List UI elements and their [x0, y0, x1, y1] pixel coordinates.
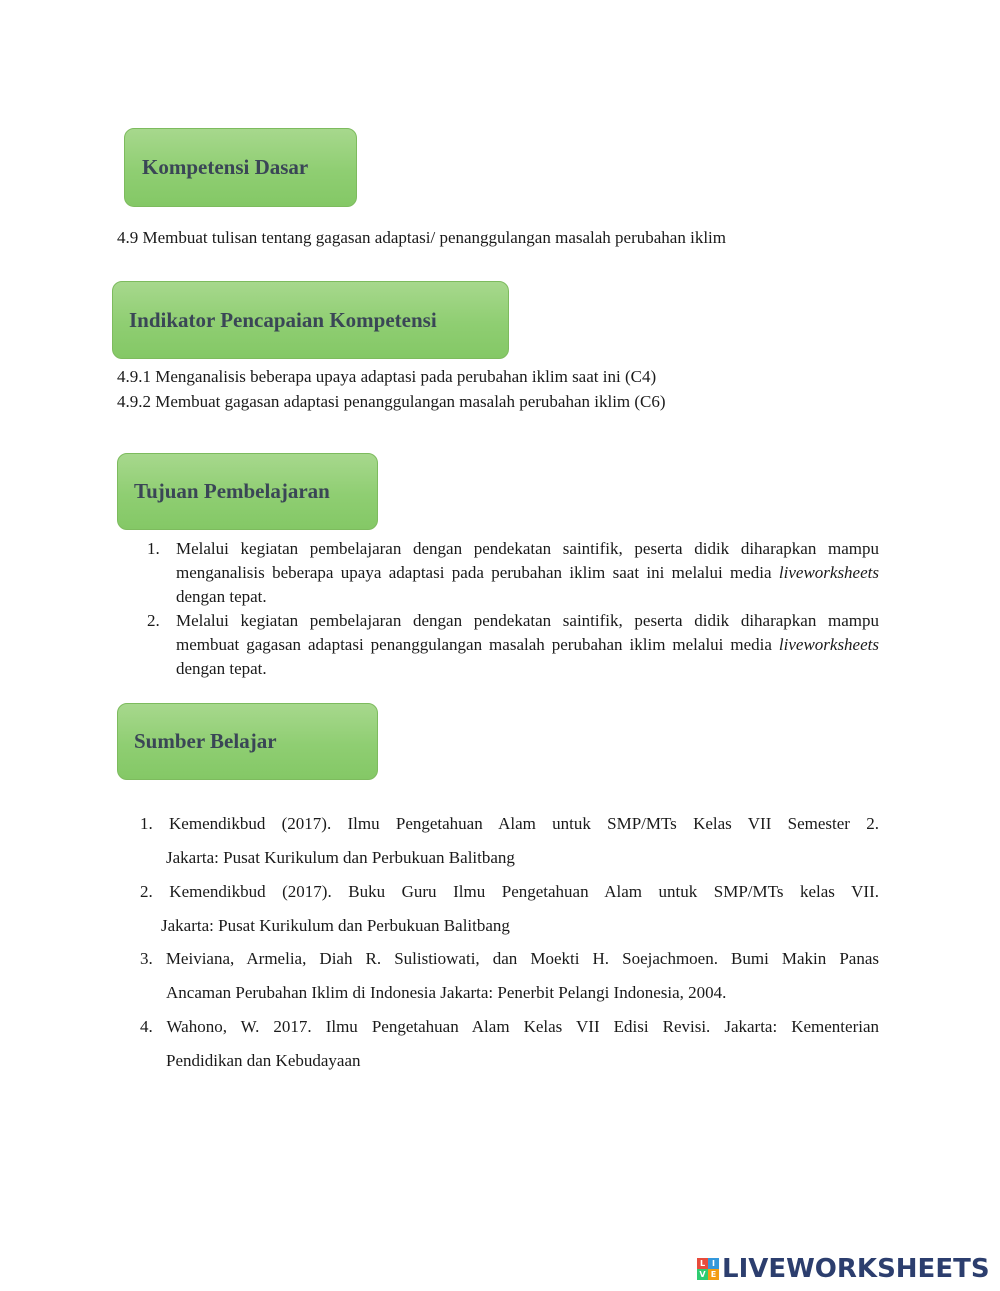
tujuan-item-2-text: Melalui kegiatan pembelajaran dengan pendekatan saintifik, peserta didik diharapkan mampu membuat gagasan adaptasi penanggulangan masalah perubahan iklim melalui media — [176, 611, 879, 654]
ipk-header — [112, 281, 509, 359]
sumber-item-1-line2: Jakarta: Pusat Kurikulum dan Perbukuan Balitbang — [166, 848, 515, 867]
sumber-item-2-line1: 2. Kemendikbud (2017). Buku Guru Ilmu Pengetahuan Alam untuk SMP/MTs kelas VII. — [140, 882, 879, 901]
sumber-title: Sumber Belajar — [134, 729, 277, 753]
ipk-item-1: 4.9.1 Menganalisis beberapa upaya adaptasi pada perubahan iklim saat ini (C4) — [117, 367, 657, 386]
ipk-item-2: 4.9.2 Membuat gagasan adaptasi penanggulangan masalah perubahan iklim (C6) — [117, 392, 666, 411]
kd-text: 4.9 Membuat tulisan tentang gagasan adaptasi/ penanggulangan masalah perubahan iklim — [117, 228, 726, 247]
sumber-header — [117, 703, 378, 780]
tujuan-list — [147, 537, 879, 681]
sumber-item-3-line2: Ancaman Perubahan Iklim di Indonesia Jakarta: Penerbit Pelangi Indonesia, 2004. — [166, 983, 727, 1002]
sumber-item-2-line2: Jakarta: Pusat Kurikulum dan Perbukuan Balitbang — [161, 916, 510, 935]
tujuan-item-2 — [147, 609, 879, 681]
tujuan-item-1-num: 1. — [147, 539, 160, 558]
tujuan-item-2-italic: liveworksheets — [778, 635, 879, 654]
sumber-item-1 — [140, 807, 879, 875]
logo-tile-i: I — [708, 1258, 719, 1269]
tujuan-item-2-num: 2. — [147, 611, 160, 630]
sumber-item-4-line1: 4. Wahono, W. 2017. Ilmu Pengetahuan Alam Kelas VII Edisi Revisi. Jakarta: Kementerian — [140, 1017, 879, 1036]
sumber-item-3 — [140, 942, 879, 1010]
sumber-item-4-line2: Pendidikan dan Kebudayaan — [166, 1051, 361, 1070]
kd-header — [124, 128, 357, 207]
logo-tile-e: E — [708, 1269, 719, 1280]
sumber-item-4 — [140, 1010, 879, 1078]
logo-tile-l: L — [697, 1258, 708, 1269]
liveworksheets-logo-icon — [697, 1258, 719, 1280]
liveworksheets-logo — [697, 1255, 990, 1283]
kd-title: Kompetensi Dasar — [142, 155, 309, 179]
sumber-item-2 — [140, 875, 879, 943]
logo-tile-v: V — [697, 1269, 708, 1280]
tujuan-item-1 — [147, 537, 879, 609]
tujuan-header — [117, 453, 378, 530]
tujuan-item-1-text: Melalui kegiatan pembelajaran dengan pendekatan saintifik, peserta didik diharapkan mampu menganalisis beberapa upaya adaptasi pada perubahan iklim saat ini melalui media — [176, 539, 879, 582]
tujuan-item-1-text-after: dengan tepat. — [176, 587, 267, 606]
tujuan-title: Tujuan Pembelajaran — [134, 479, 330, 503]
tujuan-item-1-italic: liveworksheets — [778, 563, 879, 582]
sumber-item-3-line1: 3. Meiviana, Armelia, Diah R. Sulistiowati, dan Moekti H. Soejachmoen. Bumi Makin Panas — [140, 949, 879, 968]
liveworksheets-wordmark: LIVEWORKSHEETS — [722, 1254, 990, 1284]
tujuan-item-2-text-after: dengan tepat. — [176, 659, 267, 678]
sumber-item-1-line1: 1. Kemendikbud (2017). Ilmu Pengetahuan Alam untuk SMP/MTs Kelas VII Semester 2. — [140, 814, 879, 833]
ipk-title: Indikator Pencapaian Kompetensi — [129, 307, 437, 332]
